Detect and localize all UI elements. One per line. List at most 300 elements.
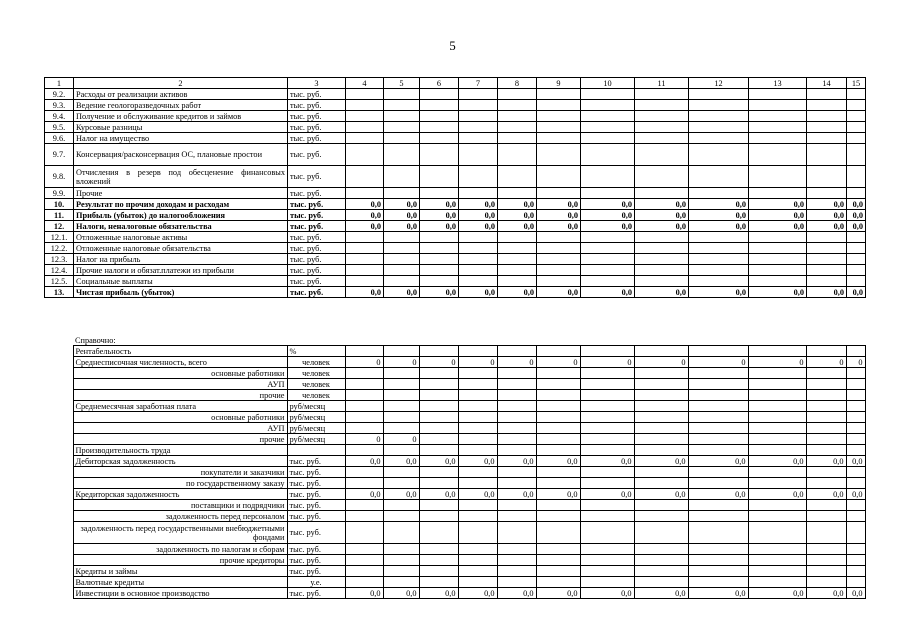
value-cell — [635, 89, 689, 100]
value-cell — [458, 379, 497, 390]
value-cell: 0 — [580, 357, 634, 368]
row-label: Отложенные налоговые активы — [74, 232, 288, 243]
row-number: 9.3. — [45, 100, 74, 111]
table-row — [45, 111, 866, 122]
row-unit: руб/месяц — [287, 434, 345, 445]
value-cell — [846, 423, 865, 434]
value-cell — [688, 368, 748, 379]
value-cell — [345, 577, 383, 588]
value-cell — [847, 111, 866, 122]
value-cell: 0,0 — [459, 287, 498, 298]
value-cell: 0,0 — [806, 456, 846, 467]
value-cell — [688, 555, 748, 566]
blank-cell — [44, 500, 73, 511]
value-cell: 0,0 — [634, 456, 688, 467]
row-label: Среднемесячная заработная плата — [73, 401, 287, 412]
row-label: Производительность труда — [73, 445, 287, 456]
row-unit: тыс. руб. — [288, 122, 346, 133]
value-cell — [420, 243, 459, 254]
value-cell: 0,0 — [847, 287, 866, 298]
blank-cell — [44, 566, 73, 577]
value-cell — [807, 144, 847, 166]
value-cell — [537, 133, 581, 144]
value-cell — [459, 133, 498, 144]
value-cell — [580, 566, 634, 577]
table-row — [45, 265, 866, 276]
value-cell — [581, 122, 635, 133]
row-unit: тыс. руб. — [287, 555, 345, 566]
value-cell — [580, 390, 634, 401]
value-cell — [383, 566, 419, 577]
value-cell — [498, 166, 537, 188]
value-cell — [345, 511, 383, 522]
value-cell — [846, 500, 865, 511]
row-label: прочие — [73, 390, 287, 401]
value-cell — [420, 166, 459, 188]
value-cell — [807, 111, 847, 122]
value-cell — [346, 89, 384, 100]
value-cell — [383, 522, 419, 544]
value-cell — [419, 511, 458, 522]
row-label: задолженность перед персоналом — [73, 511, 287, 522]
financial-results-table — [44, 77, 866, 298]
value-cell — [498, 89, 537, 100]
table-row — [45, 210, 866, 221]
value-cell — [748, 379, 806, 390]
value-cell — [634, 368, 688, 379]
value-cell — [580, 346, 634, 357]
value-cell: 0,0 — [580, 489, 634, 500]
value-cell — [420, 89, 459, 100]
value-cell — [419, 423, 458, 434]
value-cell — [345, 522, 383, 544]
value-cell — [847, 232, 866, 243]
value-cell — [846, 346, 865, 357]
value-cell — [688, 577, 748, 588]
value-cell — [634, 412, 688, 423]
reference-title: Справочно: — [75, 335, 116, 345]
value-cell: 0,0 — [420, 199, 459, 210]
row-unit: у.е. — [287, 577, 345, 588]
value-cell — [688, 390, 748, 401]
value-cell — [498, 111, 537, 122]
value-cell — [497, 412, 536, 423]
value-cell — [807, 254, 847, 265]
row-number: 12. — [45, 221, 74, 232]
value-cell — [580, 511, 634, 522]
value-cell — [536, 467, 580, 478]
value-cell — [420, 144, 459, 166]
row-label: поставщики и подрядчики — [73, 500, 287, 511]
column-number-header: 1 — [45, 78, 74, 89]
value-cell — [847, 243, 866, 254]
value-cell — [420, 111, 459, 122]
value-cell — [345, 401, 383, 412]
value-cell — [419, 522, 458, 544]
value-cell — [846, 412, 865, 423]
row-number: 9.6. — [45, 133, 74, 144]
value-cell — [383, 544, 419, 555]
row-number: 9.9. — [45, 188, 74, 199]
value-cell — [635, 276, 689, 287]
value-cell — [635, 166, 689, 188]
row-label: Налог на прибыль — [74, 254, 288, 265]
value-cell: 0,0 — [420, 221, 459, 232]
table-row — [45, 89, 866, 100]
value-cell — [346, 133, 384, 144]
row-number: 9.5. — [45, 122, 74, 133]
value-cell — [497, 401, 536, 412]
value-cell — [384, 100, 420, 111]
blank-cell — [44, 368, 73, 379]
value-cell — [689, 100, 749, 111]
value-cell: 0,0 — [688, 588, 748, 599]
row-label: АУП — [73, 423, 287, 434]
value-cell — [635, 144, 689, 166]
column-number-header: 14 — [807, 78, 847, 89]
row-unit: тыс. руб. — [288, 221, 346, 232]
value-cell — [688, 544, 748, 555]
value-cell: 0,0 — [846, 456, 865, 467]
value-cell — [537, 243, 581, 254]
row-label: Налог на имущество — [74, 133, 288, 144]
value-cell: 0,0 — [384, 221, 420, 232]
value-cell — [748, 390, 806, 401]
table-row — [44, 423, 865, 434]
value-cell — [580, 577, 634, 588]
value-cell — [749, 243, 807, 254]
value-cell — [634, 401, 688, 412]
row-unit: тыс. руб. — [287, 500, 345, 511]
value-cell: 0,0 — [581, 221, 635, 232]
row-unit: тыс. руб. — [287, 566, 345, 577]
value-cell: 0,0 — [419, 456, 458, 467]
value-cell — [580, 423, 634, 434]
value-cell — [688, 566, 748, 577]
value-cell — [420, 188, 459, 199]
row-label: Среднесписочная численность, всего — [73, 357, 287, 368]
row-number: 9.4. — [45, 111, 74, 122]
value-cell: 0,0 — [459, 210, 498, 221]
value-cell: 0,0 — [634, 489, 688, 500]
value-cell — [806, 445, 846, 456]
table-row — [45, 243, 866, 254]
row-unit: тыс. руб. — [288, 89, 346, 100]
value-cell — [688, 434, 748, 445]
value-cell — [419, 500, 458, 511]
value-cell — [846, 577, 865, 588]
value-cell — [748, 401, 806, 412]
value-cell: 0,0 — [346, 221, 384, 232]
value-cell — [581, 89, 635, 100]
value-cell — [688, 467, 748, 478]
value-cell — [537, 122, 581, 133]
value-cell: 0,0 — [749, 199, 807, 210]
value-cell — [536, 577, 580, 588]
value-cell — [806, 390, 846, 401]
value-cell — [749, 276, 807, 287]
table-row — [45, 166, 866, 188]
value-cell — [384, 265, 420, 276]
value-cell — [749, 188, 807, 199]
value-cell — [806, 522, 846, 544]
value-cell — [536, 390, 580, 401]
value-cell — [689, 133, 749, 144]
value-cell — [497, 522, 536, 544]
value-cell — [345, 390, 383, 401]
value-cell — [458, 368, 497, 379]
value-cell: 0,0 — [459, 221, 498, 232]
value-cell — [749, 232, 807, 243]
value-cell — [581, 188, 635, 199]
value-cell — [688, 478, 748, 489]
value-cell — [581, 243, 635, 254]
blank-cell — [44, 335, 73, 346]
value-cell — [420, 133, 459, 144]
row-unit: % — [287, 346, 345, 357]
value-cell — [420, 122, 459, 133]
row-unit: руб/месяц — [287, 423, 345, 434]
value-cell — [689, 254, 749, 265]
value-cell — [419, 434, 458, 445]
row-label: Отчисления в резерв под обесценение финансовых вложений — [74, 166, 288, 188]
value-cell — [806, 577, 846, 588]
value-cell: 0,0 — [536, 489, 580, 500]
row-number: 11. — [45, 210, 74, 221]
table-row — [45, 199, 866, 210]
column-number-header: 6 — [420, 78, 459, 89]
value-cell — [846, 467, 865, 478]
value-cell — [807, 89, 847, 100]
value-cell — [580, 467, 634, 478]
blank-cell — [44, 588, 73, 599]
value-cell: 0,0 — [498, 221, 537, 232]
row-label: Результат по прочим доходам и расходам — [74, 199, 288, 210]
value-cell: 0,0 — [458, 588, 497, 599]
value-cell — [806, 478, 846, 489]
value-cell — [581, 166, 635, 188]
value-cell — [497, 544, 536, 555]
value-cell — [459, 122, 498, 133]
row-label: Прибыль (убыток) до налогообложения — [74, 210, 288, 221]
value-cell — [581, 133, 635, 144]
value-cell — [689, 111, 749, 122]
value-cell — [635, 265, 689, 276]
value-cell: 0,0 — [498, 210, 537, 221]
value-cell — [537, 100, 581, 111]
value-cell: 0,0 — [419, 489, 458, 500]
table-row — [44, 390, 865, 401]
value-cell — [536, 346, 580, 357]
row-unit: руб/месяц — [287, 412, 345, 423]
value-cell — [807, 243, 847, 254]
table-row — [44, 555, 865, 566]
row-number: 12.2. — [45, 243, 74, 254]
value-cell — [580, 544, 634, 555]
value-cell — [345, 500, 383, 511]
value-cell — [635, 111, 689, 122]
row-unit: тыс. руб. — [288, 100, 346, 111]
value-cell — [498, 276, 537, 287]
value-cell — [346, 100, 384, 111]
value-cell — [688, 423, 748, 434]
value-cell — [688, 412, 748, 423]
row-unit: тыс. руб. — [288, 210, 346, 221]
value-cell — [635, 122, 689, 133]
value-cell — [536, 423, 580, 434]
row-label: Социальные выплаты — [74, 276, 288, 287]
row-label: Дебиторская задолженность — [73, 456, 287, 467]
value-cell — [498, 122, 537, 133]
value-cell — [806, 434, 846, 445]
value-cell: 0,0 — [688, 456, 748, 467]
value-cell: 0 — [458, 357, 497, 368]
value-cell — [580, 434, 634, 445]
row-label: Чистая прибыль (убыток) — [74, 287, 288, 298]
table-row — [44, 357, 865, 368]
value-cell — [536, 544, 580, 555]
value-cell — [748, 434, 806, 445]
value-cell: 0,0 — [748, 489, 806, 500]
value-cell — [536, 379, 580, 390]
row-label: АУП — [73, 379, 287, 390]
value-cell — [458, 401, 497, 412]
value-cell — [634, 577, 688, 588]
value-cell — [458, 566, 497, 577]
table-row — [45, 133, 866, 144]
value-cell — [634, 390, 688, 401]
value-cell — [846, 379, 865, 390]
row-number: 9.2. — [45, 89, 74, 100]
table-row — [45, 276, 866, 287]
blank-cell — [44, 346, 73, 357]
value-cell — [689, 243, 749, 254]
value-cell: 0,0 — [635, 210, 689, 221]
value-cell — [806, 412, 846, 423]
value-cell — [806, 346, 846, 357]
value-cell — [807, 265, 847, 276]
value-cell — [634, 478, 688, 489]
row-unit: тыс. руб. — [288, 265, 346, 276]
value-cell — [689, 122, 749, 133]
value-cell — [458, 577, 497, 588]
value-cell — [537, 144, 581, 166]
value-cell — [580, 500, 634, 511]
value-cell — [689, 188, 749, 199]
row-label: Прочие — [74, 188, 288, 199]
row-label: основные работники — [73, 368, 287, 379]
value-cell — [806, 500, 846, 511]
row-unit: тыс. руб. — [287, 489, 345, 500]
value-cell — [635, 232, 689, 243]
value-cell — [537, 111, 581, 122]
value-cell — [634, 423, 688, 434]
value-cell: 0,0 — [384, 287, 420, 298]
value-cell: 0,0 — [749, 221, 807, 232]
row-unit: человек — [287, 379, 345, 390]
value-cell — [689, 276, 749, 287]
value-cell — [458, 445, 497, 456]
value-cell: 0 — [383, 357, 419, 368]
value-cell — [419, 346, 458, 357]
value-cell — [846, 478, 865, 489]
value-cell — [419, 390, 458, 401]
column-number-header: 15 — [847, 78, 866, 89]
value-cell — [346, 166, 384, 188]
value-cell: 0,0 — [497, 588, 536, 599]
value-cell — [748, 368, 806, 379]
value-cell — [634, 346, 688, 357]
row-unit — [287, 445, 345, 456]
value-cell — [537, 265, 581, 276]
value-cell: 0,0 — [749, 210, 807, 221]
value-cell — [581, 265, 635, 276]
value-cell: 0,0 — [537, 221, 581, 232]
value-cell — [749, 144, 807, 166]
row-number: 9.7. — [45, 144, 74, 166]
blank-cell — [44, 445, 73, 456]
value-cell — [806, 379, 846, 390]
value-cell: 0,0 — [581, 210, 635, 221]
row-unit: тыс. руб. — [287, 588, 345, 599]
value-cell — [688, 445, 748, 456]
value-cell — [689, 144, 749, 166]
table-row — [44, 467, 865, 478]
value-cell — [346, 276, 384, 287]
blank-cell — [44, 577, 73, 588]
value-cell — [384, 232, 420, 243]
value-cell — [748, 522, 806, 544]
value-cell — [847, 265, 866, 276]
value-cell: 0,0 — [847, 210, 866, 221]
value-cell — [459, 265, 498, 276]
value-cell — [580, 445, 634, 456]
value-cell — [634, 500, 688, 511]
value-cell — [846, 511, 865, 522]
value-cell: 0 — [345, 357, 383, 368]
value-cell: 0,0 — [419, 588, 458, 599]
value-cell — [847, 100, 866, 111]
row-unit: тыс. руб. — [287, 467, 345, 478]
value-cell — [345, 544, 383, 555]
blank-cell — [44, 412, 73, 423]
value-cell: 0,0 — [581, 199, 635, 210]
value-cell: 0,0 — [384, 199, 420, 210]
value-cell — [635, 254, 689, 265]
value-cell — [580, 401, 634, 412]
row-number: 9.8. — [45, 166, 74, 188]
value-cell: 0,0 — [345, 588, 383, 599]
value-cell — [580, 522, 634, 544]
value-cell — [846, 434, 865, 445]
value-cell: 0,0 — [749, 287, 807, 298]
value-cell: 0,0 — [847, 199, 866, 210]
value-cell: 0,0 — [689, 199, 749, 210]
value-cell — [345, 566, 383, 577]
value-cell — [497, 500, 536, 511]
row-label: прочие — [73, 434, 287, 445]
value-cell: 0,0 — [498, 287, 537, 298]
table-row — [45, 221, 866, 232]
value-cell — [459, 100, 498, 111]
value-cell — [498, 265, 537, 276]
table-row — [45, 232, 866, 243]
value-cell — [749, 122, 807, 133]
column-number-header: 5 — [384, 78, 420, 89]
value-cell — [383, 390, 419, 401]
row-unit: человек — [287, 357, 345, 368]
value-cell — [498, 254, 537, 265]
